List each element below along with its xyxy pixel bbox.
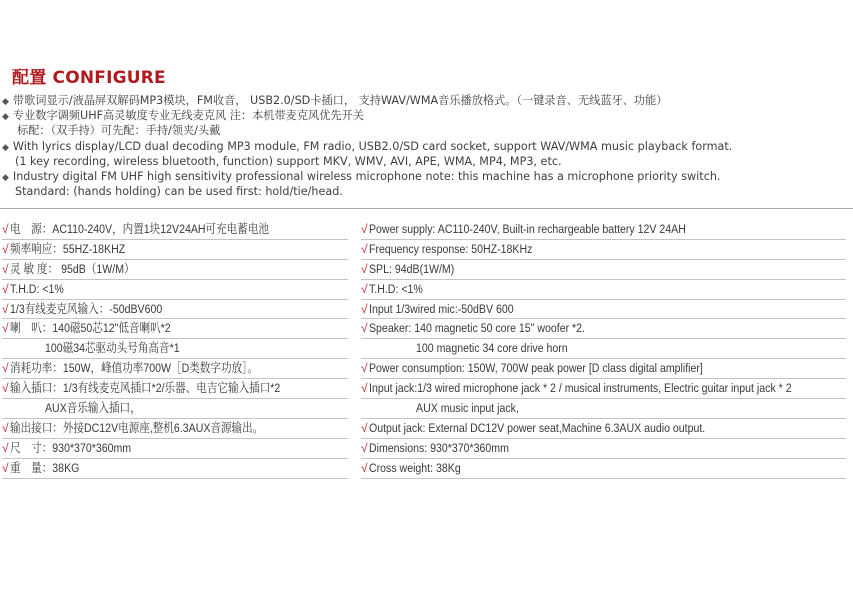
bullet-item: ◆ With lyrics display/LCD dual decoding MP3 module, FM radio, USB2.0/SD card socket, support WAV/WMA music playback format. (2, 140, 733, 153)
spec-row: √重 量：38KG (2, 459, 348, 479)
bullet-item: ◆ Industry digital FM UHF high sensitivity professional wireless microphone note: this machine has a microphone priority switch. (2, 170, 721, 183)
spec-row-continuation: 100磁34芯驱动头号角高音*1 (2, 339, 348, 359)
spec-row: √T.H.D: <1% (2, 280, 348, 300)
bullet-continuation: (1 key recording, wireless bluetooth, function) support MKV, WMV, AVI, APE, WMA, MP4, MP3, etc. (15, 155, 562, 168)
check-icon: √ (361, 281, 368, 296)
page-title: 配置 CONFIGURE (12, 68, 166, 88)
check-icon: √ (361, 301, 368, 316)
spec-row: √Frequency response: 50HZ-18KHz (361, 240, 846, 260)
bullet-continuation: 标配：（双手持）可先配：手持/领夹/头戴 (17, 124, 221, 137)
check-icon: √ (361, 261, 368, 276)
diamond-icon: ◆ (2, 97, 9, 107)
spec-row: √电 源：AC110-240V，内置1块12V24AH可充电蓄电池 (2, 220, 348, 240)
spec-row: √尺 寸：930*370*360mm (2, 439, 348, 459)
feature-bullets (2, 94, 847, 198)
spec-row: √Power supply: AC110-240V, Built-in rechargeable battery 12V 24AH (361, 220, 846, 240)
check-icon: √ (2, 281, 9, 296)
check-icon: √ (361, 321, 368, 336)
check-icon: √ (2, 241, 9, 256)
spec-row: √消耗功率：150W，峰值功率700W［D类数字功放］。 (2, 359, 348, 379)
diamond-icon: ◆ (2, 112, 9, 122)
check-icon: √ (361, 420, 368, 435)
section-divider (0, 208, 853, 209)
check-icon: √ (361, 381, 368, 396)
spec-row: √喇 叭：140磁50芯12"低音喇叭*2 (2, 319, 348, 339)
spec-table-chinese (2, 220, 348, 479)
check-icon: √ (361, 222, 368, 236)
spec-table-english (361, 220, 846, 479)
check-icon: √ (2, 440, 9, 455)
spec-row: √SPL: 94dB(1W/M) (361, 260, 846, 280)
check-icon: √ (2, 420, 9, 435)
spec-row: √Dimensions: 930*370*360mm (361, 439, 846, 459)
spec-row: √T.H.D: <1% (361, 280, 846, 300)
check-icon: √ (2, 321, 9, 336)
check-icon: √ (2, 381, 9, 396)
spec-row: √Input 1/3wired mic:-50dBV 600 (361, 300, 846, 320)
check-icon: √ (361, 361, 368, 376)
bullet-item: ◆ 带歌词显示/液晶屏双解码MP3模块，FM收音， USB2.0/SD卡插口， 支持WAV/WMA音乐播放格式。（一键录音、无线蓝牙、功能） (2, 94, 668, 107)
spec-row: √Power consumption: 150W, 700W peak power [D class digital amplifier] (361, 359, 846, 379)
check-icon: √ (361, 460, 368, 475)
spec-row: √1/3有线麦克风输入：-50dBV600 (2, 300, 348, 320)
check-icon: √ (2, 361, 9, 376)
check-icon: √ (361, 241, 368, 256)
check-icon: √ (361, 440, 368, 455)
check-icon: √ (2, 222, 9, 236)
check-icon: √ (2, 301, 9, 316)
bullet-continuation: Standard: (hands holding) can be used first: hold/tie/head. (15, 185, 343, 198)
bullet-item: ◆ 专业数字调频UHF高灵敏度专业无线麦克风 注：本机带麦克风优先开关 (2, 109, 364, 122)
spec-row: √Cross weight: 38Kg (361, 459, 846, 479)
diamond-icon: ◆ (2, 173, 9, 183)
spec-row-continuation: AUX音乐输入插口， (2, 399, 348, 419)
spec-row: √Output jack: External DC12V power seat,Machine 6.3AUX audio output. (361, 419, 846, 439)
spec-row: √输入插口：1/3有线麦克风插口*2/乐器、电吉它输入插口*2 (2, 379, 348, 399)
spec-row: √Speaker: 140 magnetic 50 core 15" woofer *2. (361, 319, 846, 339)
check-icon: √ (2, 261, 9, 276)
spec-row: √输出接口：外接DC12V电源座,整机6.3AUX音源输出。 (2, 419, 348, 439)
spec-row: √灵 敏 度： 95dB（1W/M） (2, 260, 348, 280)
spec-row: √频率响应：55HZ-18KHZ (2, 240, 348, 260)
diamond-icon: ◆ (2, 143, 9, 153)
spec-row-continuation: AUX music input jack, (361, 399, 846, 419)
check-icon: √ (2, 460, 9, 475)
spec-row-continuation: 100 magnetic 34 core drive horn (361, 339, 846, 359)
spec-row: √Input jack:1/3 wired microphone jack * 2 / musical instruments, Electric guitar input jack * 2 (361, 379, 846, 399)
